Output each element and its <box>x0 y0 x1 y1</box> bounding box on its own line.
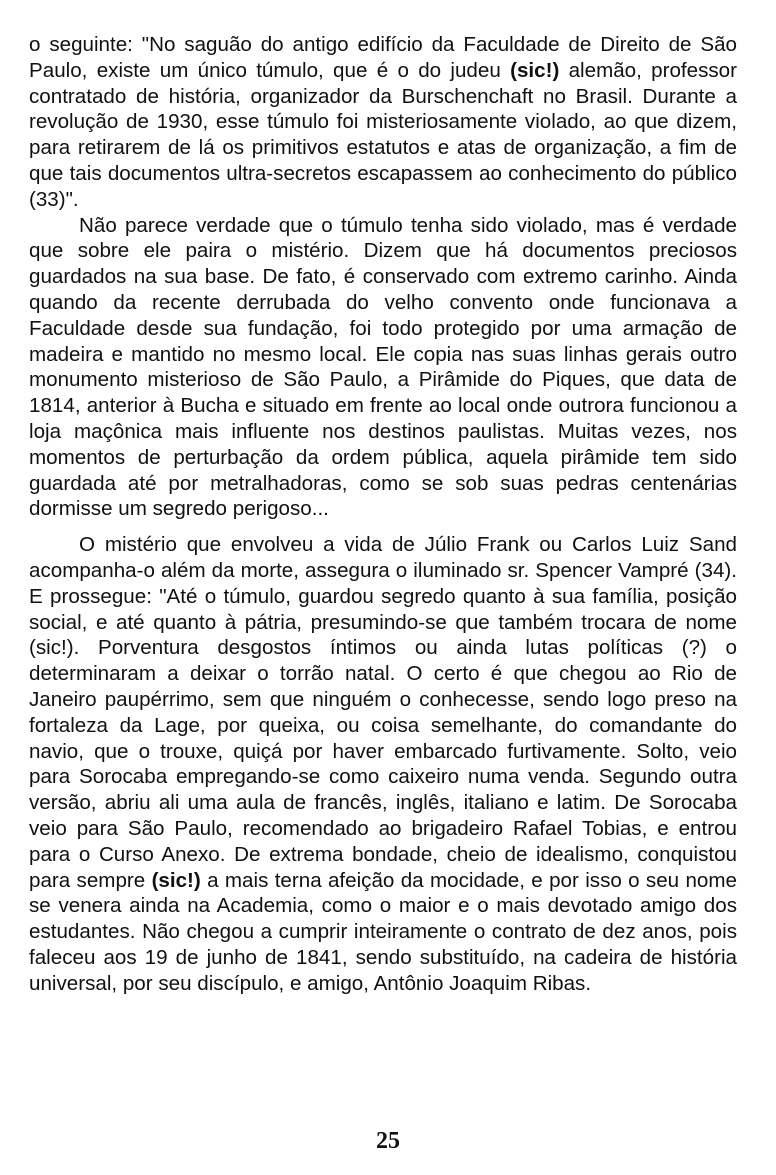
paragraph-text: O mistério que envolveu a vida de Júlio Frank ou Carlos Luiz Sand acompanha-o além da morte, assegura o iluminado sr. Spencer Vampré (34). E prossegue: "Até o túmulo, guardou segredo quanto à sua família, posição social, e até quanto à pátria, presumindo-se que também trocara de nome (sic!). Porventura desgostos íntimos ou ainda lutas políticas (?) o determinaram a deixar o torrão natal. O certo é que chegou ao Rio de Janeiro paupérrimo, sem que ninguém o conhecesse, sendo logo preso na fortaleza da Lage, por queixa, ou coisa semelhante, do comandante do navio, que o trouxe, quiçá por haver embarcado furtivamente. Solto, veio para Sorocaba empregando-se como caixeiro numa venda. Segundo outra versão, abriu ali uma aula de francês, inglês, italiano e latim. De Sorocaba veio para São Paulo, recomendado ao brigadeiro Rafael Tobias, e entrou para o Curso Anexo. De extrema bondade, cheio de idealismo, conquistou para sempre <box>29 533 737 892</box>
page-body-text <box>29 32 737 996</box>
sic-emphasis: (sic!) <box>510 58 560 82</box>
paragraph-julio-frank <box>29 532 737 996</box>
page-number: 25 <box>376 1128 400 1154</box>
paragraph-text: o seguinte: "No saguão do antigo edifício da Faculdade de Direito de São Paulo, existe um único túmulo, que é o do judeu <box>29 33 737 82</box>
paragraph-text: a mais terna afeição da mocidade, e por isso o seu nome se venera ainda na Academia, como o maior e o mais devotado amigo dos estudantes. Não chegou a cumprir inteiramente o contrato de dez anos, pois faleceu aos 19 de junho de 1841, sendo substituído, na cadeira de história universal, por seu discípulo, e amigo, Antônio Joaquim Ribas. <box>29 868 737 995</box>
sic-emphasis: (sic!) <box>151 868 201 892</box>
paragraph-quote-continuation <box>29 32 737 213</box>
paragraph-tumulo-misterio: Não parece verdade que o túmulo tenha sido violado, mas é verdade que sobre ele paira o mistério. Dizem que há documentos preciosos guardados na sua base. De fato, é conservado com extremo carinho. Ainda quando da recente derrubada do velho convento onde funcionava a Faculdade desde sua fundação, foi todo protegido por uma armação de madeira e mantido no mesmo local. Ele copia nas suas linhas gerais outro monumento misterioso de São Paulo, a Pirâmide do Piques, que data de 1814, anterior à Bucha e situado em frente ao local onde outrora funcionou a loja maçônica mais influente nos destinos paulistas. Muitas vezes, nos momentos de perturbação da ordem pública, aquela pirâmide tem sido guardada até por metralhadoras, como se sob suas pedras centenárias dormisse um segredo perigoso... <box>29 213 737 521</box>
paragraph-text: alemão, professor contratado de história, organizador da Burschenchaft no Brasil. Durante a revolução de 1930, esse túmulo foi misteriosamente violado, ao que dizem, para retirarem de lá os primitivos estatutos e atas de organização, a fim de que tais documentos ultra-secretos escapassem ao conhecimento do público (33)". <box>29 58 737 211</box>
